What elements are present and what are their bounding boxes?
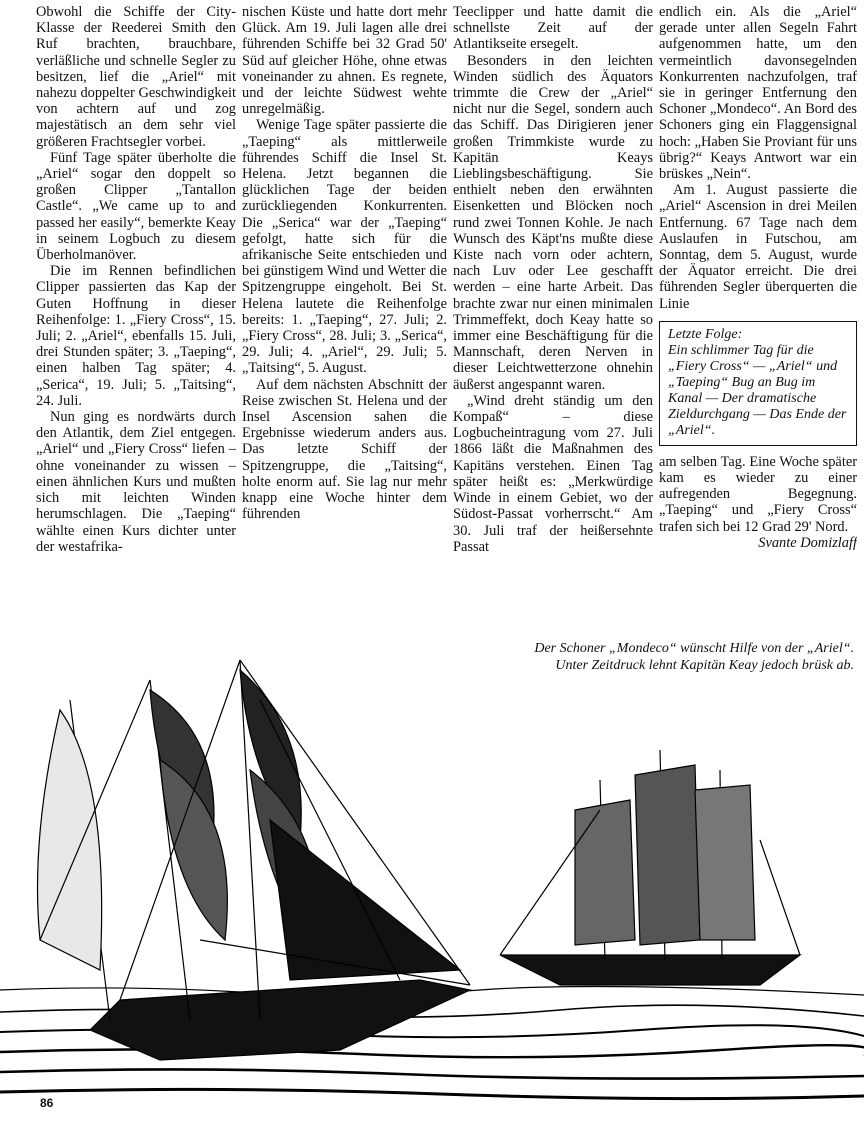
paragraph: Am 1. August passierte die „Ariel“ Ascension in drei Meilen Entfernung. 67 Tage nach dem Auslaufen in Futschou, am Sonntag, dem 5. August, wurde der Äquator erreicht. Die drei führenden Segler überquerten die Linie (659, 182, 857, 312)
next-episode-text: Ein schlimmer Tag für die „Fiery Cross“ — „Ariel“ und „Taeping“ Bug an Bug im Kanal — Der dramatische Zieldurchgang — Das Ende der „Ariel“. (668, 342, 847, 438)
paragraph: endlich ein. Als die „Ariel“ gerade unter allen Segeln Fahrt aufgenommen hatte, um den vermeintlich davonsegelnden Konkurrenten nachzufolgen, traf sie in geringer Entfernung den Schoner „Mondeco“. An Bord des Schoners ging ein Flaggensignal hoch: „Haben Sie Proviant für uns übrig?“ Keays Antwort war ein brüskes „Nein“. (659, 4, 857, 183)
page-number: 86 (40, 1096, 54, 1110)
article-columns (36, 4, 858, 584)
paragraph: Die im Rennen befindlichen Clipper passierten das Kap der Guten Hoffnung in dieser Reihenfolge: 1. „Fiery Cross“, 15. Juli; 2. „Ariel“, ebenfalls 15. Juli, drei Stunden später; 3. „Taeping“, einen halben Tag später; 4. „Serica“, 19. Juli; 5. „Taitsing“, 24. Juli. (36, 263, 236, 409)
caption-line: Unter Zeitdruck lehnt Kapitän Keay jedoch brüsk ab. (555, 658, 854, 673)
paragraph: Fünf Tage später überholte die „Ariel“ sogar den doppelt so großen Clipper „Tantallon Castle“. „We came up to and passed her easily“, bemerkte Keay in seinem Logbuch zu diesem Überholmanöver. (36, 149, 236, 264)
paragraph: Teeclipper und hatte damit die schnellste Zeit auf der Atlantikseite ersegelt. (453, 4, 653, 53)
paragraph: Nun ging es nordwärts durch den Atlantik, dem Ziel entgegen. „Ariel“ und „Fiery Cross“ liefen – ohne voneinander zu wissen – einen ähnlichen Kurs und mußten sich mit leichten Winden herumschlagen. Die „Taeping“ wählte einen Kurs dichter unter der westafrika- (36, 409, 236, 555)
paragraph (659, 453, 857, 551)
image-caption (494, 640, 854, 674)
ships-illustration (0, 640, 864, 1110)
paragraph: Wenige Tage später passierte die „Taeping“ als mittlerweile führendes Schiff die Insel St. Helena. Jetzt begannen die glücklichen Tage der beiden zurückliegenden Konkurrenten. Die „Serica“ war der „Taeping“ gefolgt, hatte sich für die afrikanische Seite entschieden und bei günstigem Wind und Wetter die Spitzengruppe eingeholt. Bei St. Helena lautete die Reihenfolge bereits: 1. „Taeping“, 27. Juli; 2. „Fiery Cross“, 28. Juli; 3. „Serica“, 29. Juli; 4. „Ariel“, 29. Juli; 5. „Taitsing“, 5. August. (242, 117, 447, 377)
column-3 (453, 4, 653, 584)
caption-line: Der Schoner „Mondeco“ wünscht Hilfe von der „Ariel“. (534, 641, 854, 656)
column-1 (36, 4, 236, 584)
author-name: Svante Domizlaff (758, 534, 857, 551)
next-episode-heading: Letzte Folge: (668, 326, 743, 342)
column-4 (659, 4, 857, 584)
paragraph: „Wind dreht ständig um den Kompaß“ – diese Logbucheintragung vom 27. Juli 1866 läßt die Maßnahmen des Kapitäns verstehen. Einen Tag später heißt es: „Merkwürdige Winde in einem Gebiet, wo der Südost-Passat vorherrscht.“ Am 30. Juli traf der heißersehnte Passat (453, 392, 653, 555)
paragraph: nischen Küste und hatte dort mehr Glück. Am 19. Juli lagen alle drei führenden Schiffe bei 32 Grad 50' Süd auf gleicher Höhe, ohne etwas voneinander zu ahnen. Es regnete, und der leichte Südwest wehte unregelmäßig. (242, 4, 447, 118)
paragraph: Auf dem nächsten Abschnitt der Reise zwischen St. Helena und der Insel Ascension sahen die Ergebnisse wiederum anders aus. Das letzte Schiff der Spitzengruppe, die „Taitsing“, holte enorm auf. Sie lag nur mehr knapp eine Woche hinter dem führenden (242, 376, 447, 523)
paragraph: Besonders in den leichten Winden südlich des Äquators trimmte die Crew der „Ariel“ nicht nur die Segel, sondern auch das Schiff. Das Dirigieren jener großen Trimmkiste wurde zu Kapitän Keays Lieblingsbeschäftigung. Sie enthielt neben den erwähnten Eisenketten und Blöcken noch rund zwei Tonnen Kohle. Je nach Wunsch des Käpt'ns mußte diese Kiste nach vorn oder achtern, nach Luv oder Lee geschafft werden – eine harte Arbeit. Das brachte zwar nur einen minimalen Trimmeffekt, doch Keay hatte so immer eine Beschäftigung für die Mannschaft, deren Nerven in dieser Leichtwetterzone ohnehin äußerst angespannt waren. (453, 52, 653, 393)
column-2 (242, 4, 447, 584)
closing-text: am selben Tag. Eine Woche später kam es wieder zu einer aufregenden Begegnung. „Taeping“ und „Fiery Cross“ trafen sich bei 12 Grad 29' Nord. (659, 453, 857, 535)
paragraph: Obwohl die Schiffe der City-Klasse der Reederei Smith den Ruf brachten, brauchbare, verläßliche und schnelle Segler zu besitzen, lief die „Ariel“ mit nahezu doppelter Geschwindigkeit von achtern auf und zog majestätisch an dem sehr viel größeren Frachtsegler vorbei. (36, 4, 236, 150)
next-episode-box (659, 321, 857, 446)
